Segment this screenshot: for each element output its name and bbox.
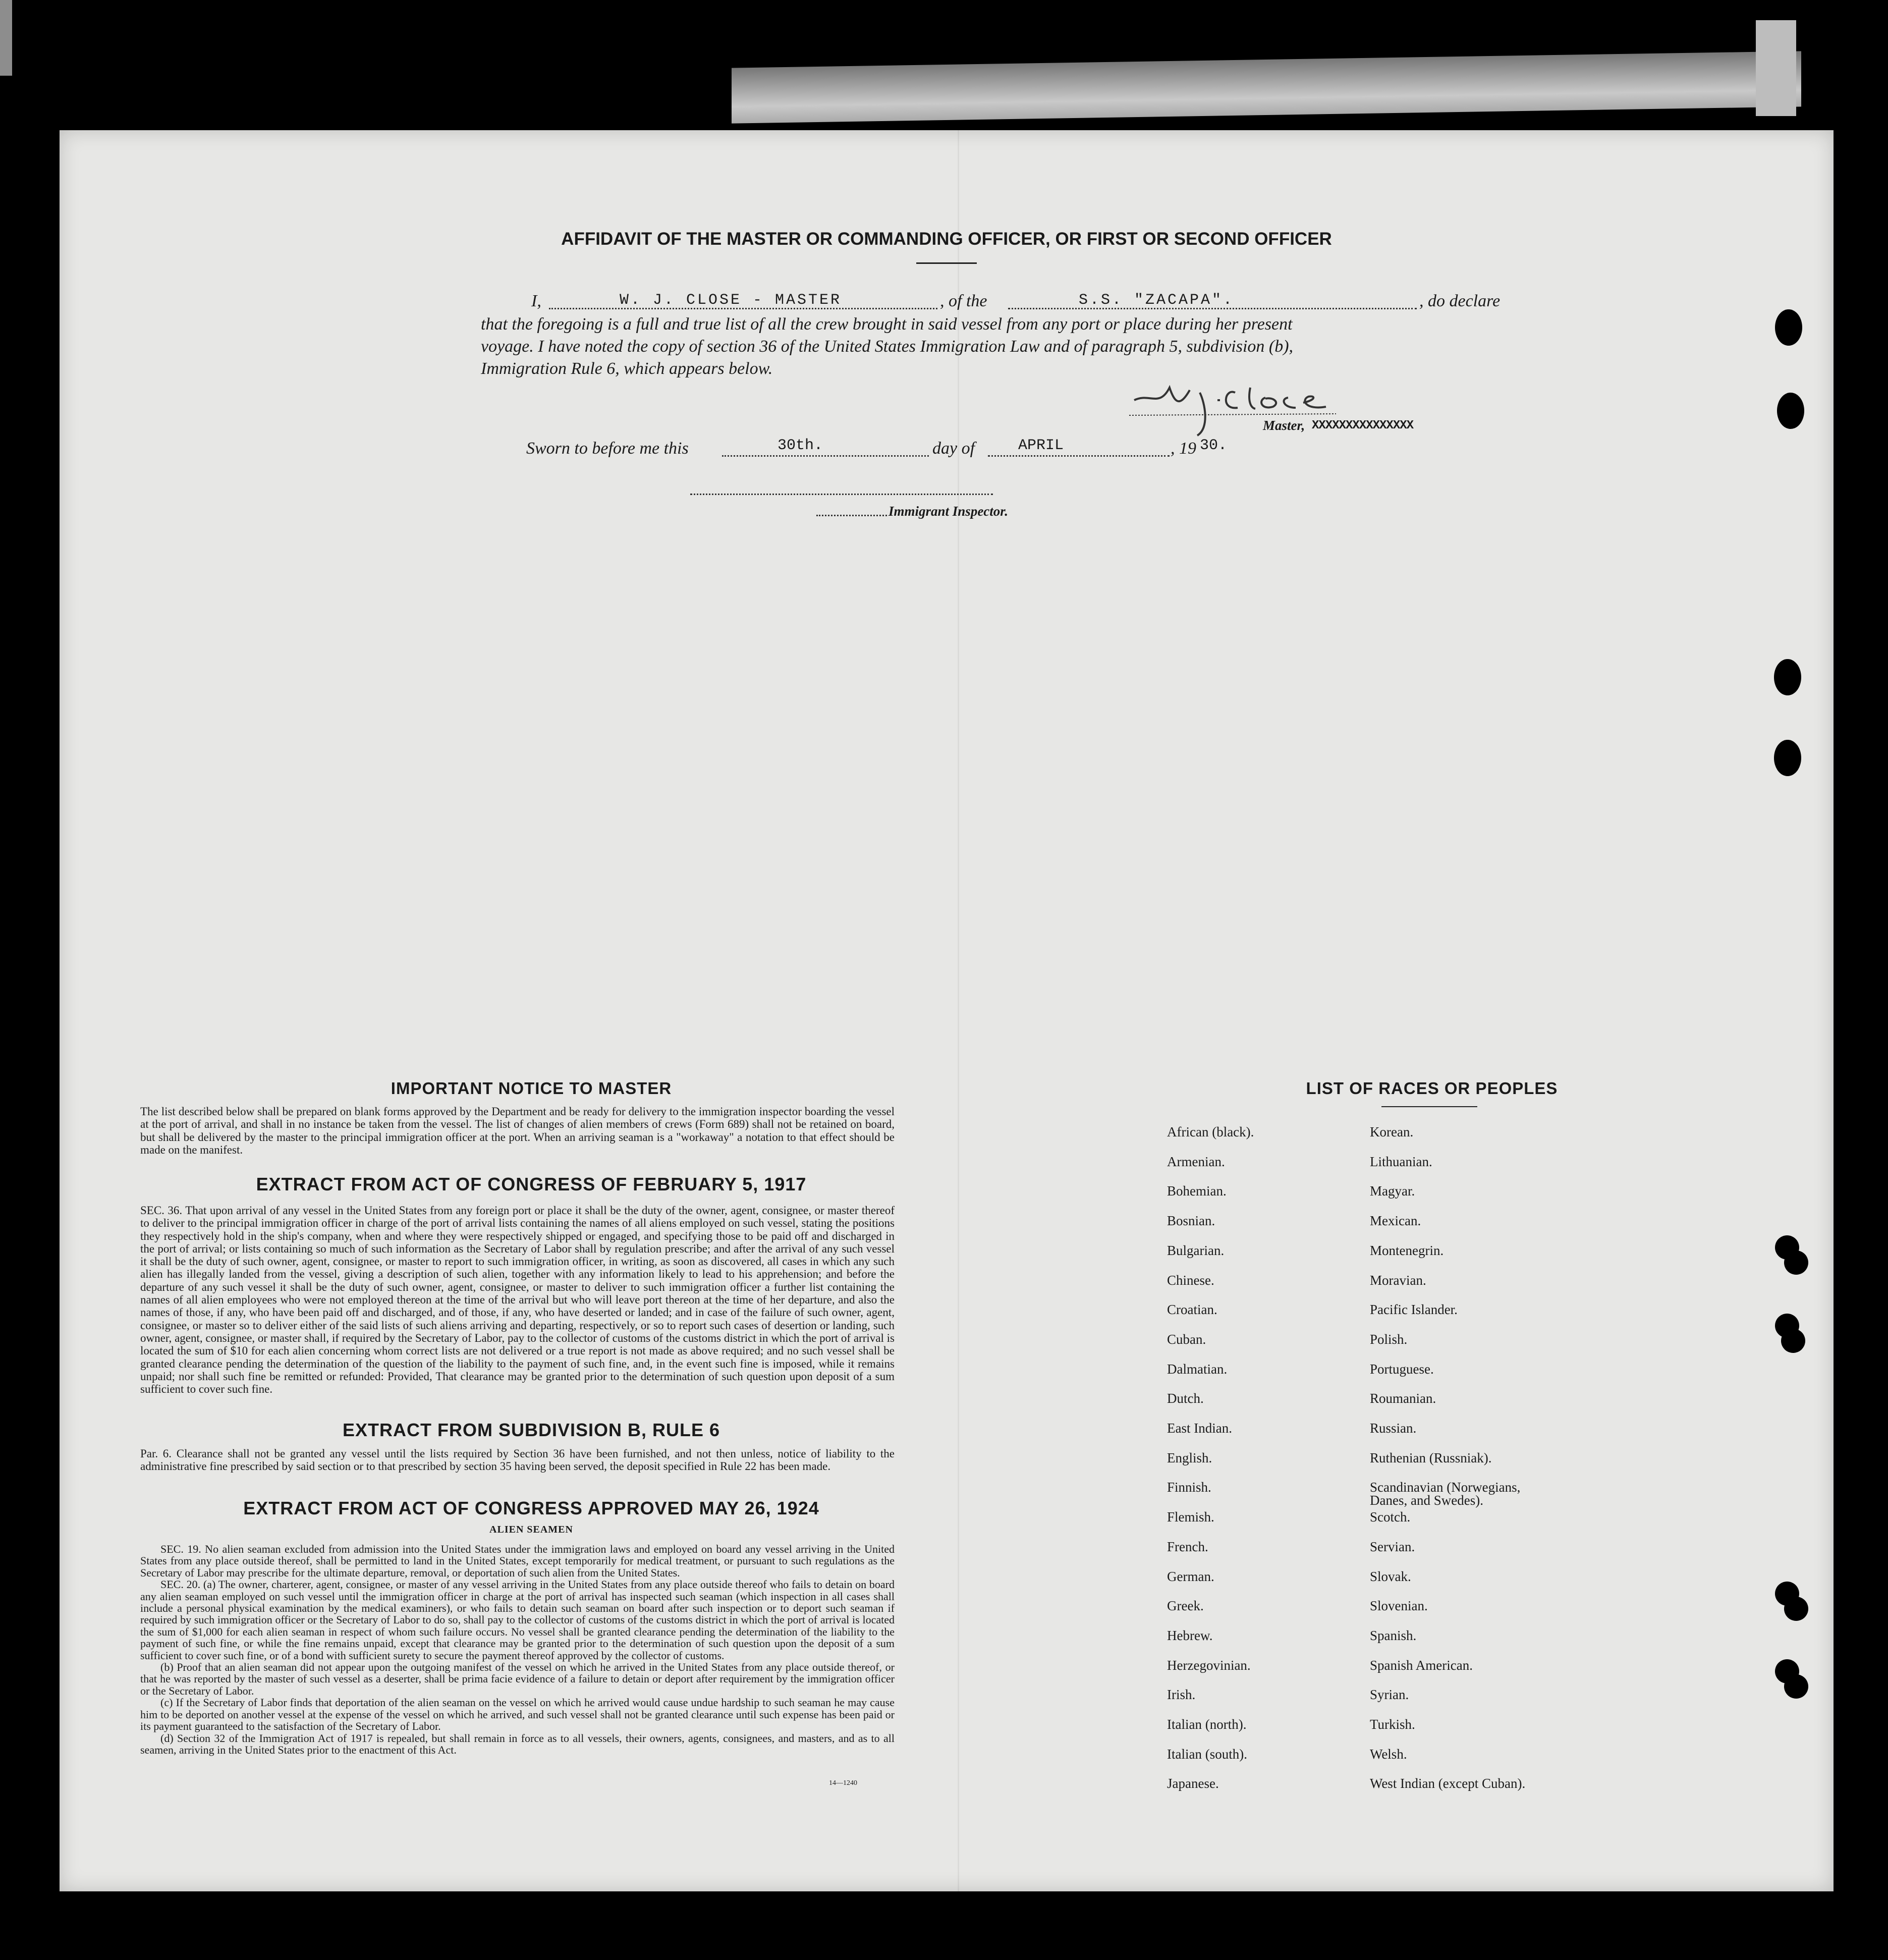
adjacent-page-edge <box>0 0 12 76</box>
binder-hole <box>1775 309 1802 346</box>
section-20c-text: (c) If the Secretary of Labor finds that deportation of the alien seaman on the vessel on which he arrived would cause undue hardship to such seaman he may cause him to be deported on another vessel at the expense of the vessel on which he arrived, and such vessel shall not be granted clearance until such expense has been paid or its payment guaranteed to the satisfaction of the Secretary of Labor. <box>140 1696 895 1733</box>
race-item: Magyar. <box>1370 1183 1415 1199</box>
inspector-blank-short <box>816 515 887 516</box>
race-item: Dalmatian. <box>1167 1361 1228 1377</box>
alien-seamen-subtitle: ALIEN SEAMEN <box>489 1524 573 1535</box>
race-item: English. <box>1167 1450 1212 1465</box>
sworn-month: APRIL <box>1018 437 1064 454</box>
race-item: Herzegovinian. <box>1167 1657 1251 1673</box>
binder-hole <box>1774 659 1801 695</box>
race-item: Armenian. <box>1167 1154 1225 1169</box>
races-rule <box>1381 1106 1477 1107</box>
month-blank <box>988 455 1170 457</box>
notice-title: IMPORTANT NOTICE TO MASTER <box>391 1079 672 1098</box>
extract-1924-title: EXTRACT FROM ACT OF CONGRESS APPROVED MAY 26, 1924 <box>243 1498 819 1518</box>
affidavit-line-3: voyage. I have noted the copy of section 36 of the United States Immigration Law and of paragraph 5, subdivision (b), <box>481 337 1294 356</box>
race-item: Turkish. <box>1370 1717 1415 1732</box>
race-item: Montenegrin. <box>1370 1242 1444 1258</box>
race-item: Servian. <box>1370 1539 1415 1554</box>
race-item: Spanish American. <box>1370 1657 1473 1673</box>
race-item: Italian (north). <box>1167 1717 1247 1732</box>
affidavit-i-label: I, <box>531 292 541 310</box>
master-signature <box>1129 372 1341 438</box>
race-item: Korean. <box>1370 1124 1414 1139</box>
vessel-name: S.S. "ZACAPA". <box>1079 292 1235 309</box>
race-item: Spanish. <box>1370 1627 1417 1643</box>
rule-6-title: EXTRACT FROM SUBDIVISION B, RULE 6 <box>342 1420 720 1440</box>
race-item: Irish. <box>1167 1687 1196 1703</box>
race-item: Mexican. <box>1370 1213 1421 1229</box>
affidavit-line-4: Immigration Rule 6, which appears below. <box>481 359 773 378</box>
section-20d-text: (d) Section 32 of the Immigration Act of 1917 is repealed, but shall remain in force as to all vessels, their owners, agents, consignees, and masters, and as to all seamen, arriving in the United States prior to the enactment of this Act. <box>140 1731 895 1756</box>
document-page <box>60 130 1834 1891</box>
race-item: Lithuanian. <box>1370 1154 1432 1169</box>
race-item: Bulgarian. <box>1167 1242 1225 1258</box>
sworn-label: Sworn to before me this <box>526 439 689 458</box>
race-item: African (black). <box>1167 1124 1254 1139</box>
sworn-day: 30th. <box>778 437 823 454</box>
binder-hole <box>1781 1329 1805 1353</box>
binder-hole <box>1777 393 1804 429</box>
affidavit-title: AFFIDAVIT OF THE MASTER OR COMMANDING OFFICER, OR FIRST OR SECOND OFFICER <box>561 229 1332 249</box>
race-item: Scandinavian (Norwegians, Danes, and Swedes). <box>1370 1480 1521 1508</box>
race-item: West Indian (except Cuban). <box>1370 1776 1526 1791</box>
extract-1917-title: EXTRACT FROM ACT OF CONGRESS OF FEBRUARY 5, 1917 <box>256 1174 807 1194</box>
race-item: Chinese. <box>1167 1272 1214 1288</box>
race-item: Flemish. <box>1167 1509 1214 1525</box>
inspector-signature-blank <box>690 494 993 495</box>
race-item: Slovak. <box>1370 1568 1411 1584</box>
master-struck-text: XXXXXXXXXXXXXXX <box>1312 419 1414 432</box>
extract-1924-body <box>140 1543 895 1756</box>
binder-hole <box>1784 1250 1808 1275</box>
race-item: Roumanian. <box>1370 1391 1436 1406</box>
binder-hole <box>1784 1597 1808 1621</box>
day-blank <box>722 455 929 457</box>
section-20b-text: (b) Proof that an alien seaman did not appear upon the outgoing manifest of the vessel on which he arrived in the United States from any place outside thereof, or that he was reported by the master of such vessel as a deserter, shall be prima facie evidence of a failure to detain or deport after requirement by the immigration officer or the Secretary of Labor. <box>140 1661 895 1697</box>
race-item: Portuguese. <box>1370 1361 1434 1377</box>
race-item: Pacific Islander. <box>1370 1302 1458 1318</box>
race-item: Croatian. <box>1167 1302 1217 1318</box>
race-item: Finnish. <box>1167 1480 1211 1495</box>
of-the-label: , of the <box>940 292 987 310</box>
master-name: W. J. CLOSE - MASTER <box>620 292 842 309</box>
form-number: 14—1240 <box>829 1779 857 1787</box>
race-item: Bosnian. <box>1167 1213 1215 1229</box>
do-declare-label: , do declare <box>1419 292 1501 310</box>
race-item: Bohemian. <box>1167 1183 1227 1199</box>
section-19-text: SEC. 19. No alien seaman excluded from admission into the United States under the immigration laws and employed on board any vessel arriving in the United States from any place outside thereof, shall be permitted to land in the United States, except temporarily for medical treatment, or pursuant to such regulations as the Secretary of Labor may prescribe for the ultimate departure, removal, or deportation of such alien from the United States. <box>140 1543 895 1579</box>
race-item: Scotch. <box>1370 1509 1411 1525</box>
affidavit-line-2: that the foregoing is a full and true list of all the crew brought in said vessel from any port or place during her present <box>481 315 1293 334</box>
section-36-text: SEC. 36. That upon arrival of any vessel in the United States from any foreign port or place it shall be the duty of the owner, agent, consignee, or master thereof to deliver to the principal immigration officer in charge of the port of arrival lists containing the names of all aliens employed on such vessel, stating the positions they respectively hold in the ship's company, when and where they were respectively shipped or engaged, and specifying those to be paid off and discharged in the port of arrival; or lists containing so much of such information as the Secretary of Labor shall by regulation prescribe; and after the arrival of any such vessel it shall be the duty of such owner, agent, consignee, or master to report to such immigration officer, in writing, as soon as discovered, all cases in which any such alien has illegally landed from the vessel, giving a description of such alien, together with any information likely to lead to his apprehension; and before the departure of any such vessel it shall be the duty of such owner, agent, consignee, or master to deliver to such immigration officer a further list containing the names of all alien employees who were not employed thereon at the time of the arrival but who will leave port thereon at the time of her departure, and also the names of those, if any, who have been paid off and discharged, and of those, if any, who have deserted or landed; and in case of the failure of such owner, agent, consignee, or master so to deliver either of the said lists of such aliens arriving and departing, respectively, or so to report such cases of desertion or landing, such owner, agent, consignee, or master shall, if required by the Secretary of Labor, pay to the collector of customs of the customs district in which the port of arrival is located the sum of $10 for each alien concerning whom correct lists are not delivered or a true report is not made as above required; and no such vessel shall be granted clearance pending the determination of the question of the liability to the payment of such fine, and, in the event such fine is imposed, while it remains unpaid; nor shall such fine be remitted or refunded: Provided, That clearance may be granted prior to the determination of such question upon deposit of a sum sufficient to cover such fine. <box>140 1204 895 1396</box>
year-prefix: , 19 <box>1171 439 1196 458</box>
race-item: Hebrew. <box>1167 1627 1213 1643</box>
section-20a-text: SEC. 20. (a) The owner, charterer, agent, consignee, or master of any vessel arriving in the United States from any place outside thereof who fails to detain on board any alien seaman employed on such vessel until the immigration officer in charge at the port of arrival has inspected such seaman (which inspection in all cases shall include a personal physical examination by the medical examiners), or who fails to detain such seaman on board after such inspection or to deport such seaman if required by such immigration officer or the Secretary of Labor to do so, shall pay to the collector of customs of the customs district in which the port of arrival is located the sum of $1,000 for each alien seaman in respect of whom such failure occurs. No vessel shall be granted clearance pending the determination of the liability to the payment of such fine, or while the fine remains unpaid, except that clearance may be granted prior to the determination of such question upon the deposit of a sum sufficient to cover such fine, or of a bond with sufficient surety to secure the payment thereof approved by the collector of customs. <box>140 1578 895 1662</box>
race-item: Syrian. <box>1370 1687 1409 1703</box>
race-item: German. <box>1167 1568 1214 1584</box>
title-rule <box>916 262 977 264</box>
rule-6-text: Par. 6. Clearance shall not be granted any vessel until the lists required by Section 36 have been furnished, and not then unless, notice of liability to the administrative fine prescribed by said section or to that prescribed by section 35 having been served, the deposit specified in Rule 22 has been made. <box>140 1447 895 1473</box>
back-sheet-edge <box>732 51 1801 123</box>
race-item: East Indian. <box>1167 1421 1232 1436</box>
back-sheet-corner <box>1756 20 1796 116</box>
race-item: French. <box>1167 1539 1208 1554</box>
race-item: Greek. <box>1167 1598 1204 1614</box>
sworn-year: 30. <box>1200 437 1228 454</box>
race-item: Dutch. <box>1167 1391 1204 1406</box>
day-of-label: day of <box>932 439 975 458</box>
race-item: Ruthenian (Russniak). <box>1370 1450 1492 1465</box>
page-fold <box>958 130 959 1891</box>
binder-hole <box>1774 740 1801 776</box>
race-item: Russian. <box>1370 1421 1417 1436</box>
race-item: Japanese. <box>1167 1776 1219 1791</box>
inspector-label: Immigrant Inspector. <box>889 504 1009 519</box>
race-item: Welsh. <box>1370 1746 1407 1762</box>
race-item: Moravian. <box>1370 1272 1426 1288</box>
race-item: Cuban. <box>1167 1331 1206 1347</box>
race-item: Italian (south). <box>1167 1746 1247 1762</box>
races-title: LIST OF RACES OR PEOPLES <box>1306 1079 1558 1098</box>
race-item: Slovenian. <box>1370 1598 1428 1614</box>
master-label: Master, <box>1263 418 1305 433</box>
race-item: Polish. <box>1370 1331 1408 1347</box>
notice-text: The list described below shall be prepared on blank forms approved by the Department and be ready for delivery to the immigration inspector boarding the vessel at the port of arrival, and shall in no instance be taken from the vessel. The list of changes of alien members of crews (Form 689) shall not be retained on board, but shall be delivered by the master to the principal immigration officer at the port. When an arriving seaman is a "workaway" a notation to that effect should be made on the manifest. <box>140 1105 895 1156</box>
binder-hole <box>1784 1674 1808 1699</box>
